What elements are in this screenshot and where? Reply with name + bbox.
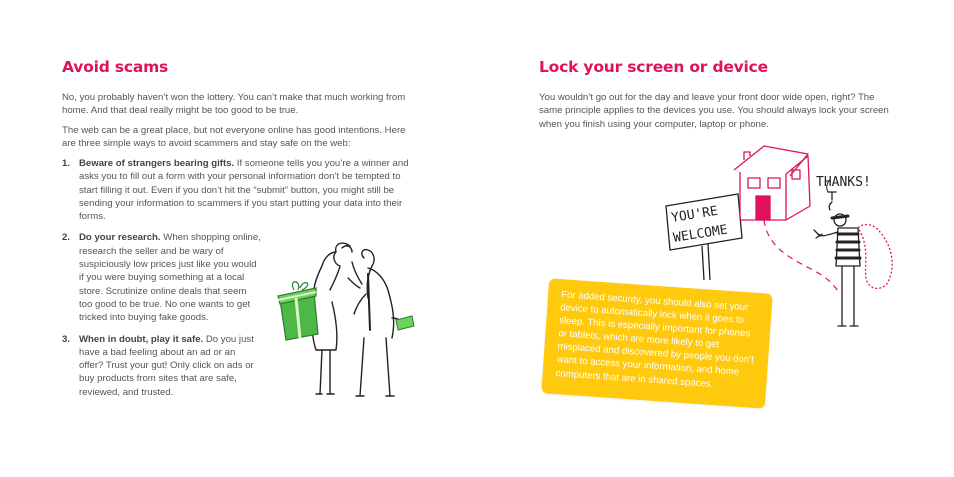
lock-screen-intro: You wouldn’t go out for the day and leave your front door wide open, right? The same principle applies to the devices you use. You should always lock your screen when you finish using your computer, laptop or phone. (539, 92, 889, 130)
burglar-icon (814, 192, 860, 326)
security-tip-sticky-note (541, 278, 772, 408)
tip-text-3: Do you just have a bad feeling about an ad or an offer? Trust your gut! Only click on ads or buy products from sites that are safe, reviewed, and trusted. (79, 333, 254, 398)
tip-item-2 (62, 231, 261, 324)
tip-number-3: 3. (62, 333, 71, 345)
gift-box-icon (278, 282, 318, 340)
tip-item-1 (62, 157, 412, 223)
tip-text-1: If someone tells you you’re a winner and asks you to fill out a form with your personal information don’t be tempted to start filling it out. Even if you don’t hit the “submit” button, you might still be sending your information to scammers if you start putting your data into their forms. (79, 158, 409, 223)
scam-gift-illustration (272, 238, 420, 400)
tip-lead-2: Do your research. (79, 232, 161, 244)
thanks-speech: THANKS! (816, 175, 871, 190)
sign-text-line-1: YOU'RE (670, 203, 720, 226)
tip-lead-1: Beware of strangers bearing gifts. (79, 158, 235, 169)
avoid-scams-title: Avoid scams (62, 58, 169, 76)
tip-lead-3: When in doubt, play it safe. (79, 333, 204, 345)
footprint-trail (764, 220, 840, 294)
avoid-scams-intro-2: The web can be a great place, but not everyone online has good intentions. Here are three simple ways to avoid scammers and stay safe on the web: (62, 125, 406, 150)
house-icon (734, 146, 810, 220)
tip-item-3 (62, 333, 261, 399)
lock-screen-title: Lock your screen or device (539, 58, 768, 76)
sign-text-line-2: WELCOME (672, 222, 729, 246)
tip-text-2: When shopping online, research the seller and be wary of suspiciously low prices just like you would if you were buying something at a local store. Scrutinize online deals that seem too good to be true. No one wants to get tricked into buying fake goods. (79, 232, 261, 324)
cash-note-icon (396, 316, 414, 330)
security-tip-text: For added security, you should also set your device to automatically lock when it goes to sleep. This is especially important for phones or tablets, which are more likely to get misplaced and discovered by people you don’t want to access your information, and home computers that are in shared spaces. (555, 289, 755, 390)
tip-number-1: 1. (62, 158, 71, 169)
avoid-scams-intro-1: No, you probably haven’t won the lottery. You can’t make that much working from home. And that deal really might be too good to be true. (62, 92, 406, 117)
loot-bag-icon (858, 225, 892, 289)
tip-number-2: 2. (62, 232, 71, 244)
